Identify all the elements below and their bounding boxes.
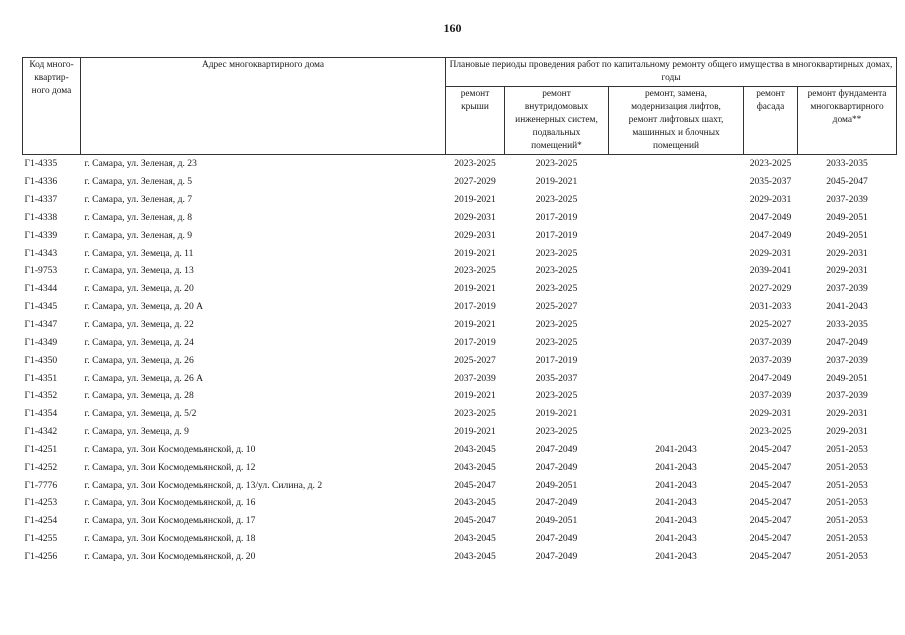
row-code: Г1-4252 — [24, 461, 58, 473]
row-address: г. Самара, ул. Зеленая, д. 8 — [84, 211, 193, 223]
row-code: Г1-4343 — [24, 247, 58, 259]
row-elevators-period — [609, 351, 744, 369]
table-row — [23, 226, 897, 244]
row-engineering-period: 2035-2037 — [535, 372, 578, 384]
row-elevators-period — [609, 155, 744, 173]
row-code: Г1-4337 — [24, 194, 58, 206]
row-foundation-period: 2029-2031 — [826, 265, 868, 277]
row-address: г. Самара, ул. Зои Космодемьянской, д. 12 — [84, 461, 256, 473]
row-code: Г1-4352 — [24, 390, 58, 402]
row-foundation-period: 2051-2053 — [826, 479, 868, 491]
row-elevators-period: 2041-2043 — [655, 515, 697, 527]
row-elevators-period — [609, 369, 744, 387]
row-address: г. Самара, ул. Земеца, д. 26 — [84, 354, 194, 366]
row-facade-period: 2035-2037 — [749, 176, 792, 188]
row-foundation-period: 2051-2053 — [826, 443, 868, 455]
row-engineering-period: 2049-2051 — [535, 479, 578, 491]
table-row — [23, 458, 897, 476]
row-engineering-period: 2025-2027 — [535, 301, 578, 313]
row-roof-period: 2043-2045 — [454, 550, 496, 562]
row-code: Г1-4254 — [24, 515, 58, 527]
row-engineering-period: 2023-2025 — [535, 158, 578, 170]
row-code: Г1-4345 — [24, 301, 58, 313]
row-facade-period: 2045-2047 — [749, 461, 792, 473]
row-code: Г1-7776 — [24, 479, 58, 491]
row-foundation-period: 2037-2039 — [826, 354, 868, 366]
row-engineering-period: 2023-2025 — [535, 426, 578, 438]
row-engineering-period: 2023-2025 — [535, 194, 578, 206]
row-code: Г1-4256 — [24, 550, 58, 562]
row-facade-period: 2037-2039 — [749, 390, 792, 402]
row-foundation-period: 2037-2039 — [826, 283, 868, 295]
row-foundation-period: 2029-2031 — [826, 247, 868, 259]
row-elevators-period — [609, 191, 744, 209]
row-facade-period: 2045-2047 — [749, 443, 792, 455]
table-row — [23, 316, 897, 334]
row-engineering-period: 2023-2025 — [535, 283, 578, 295]
row-facade-period: 2047-2049 — [749, 211, 792, 223]
table-row — [23, 476, 897, 494]
row-elevators-period — [609, 209, 744, 227]
row-code: Г1-9753 — [24, 265, 58, 277]
row-address: г. Самара, ул. Зои Космодемьянской, д. 20 — [84, 550, 256, 562]
row-code: Г1-4335 — [24, 158, 58, 170]
row-address: г. Самара, ул. Земеца, д. 22 — [84, 319, 194, 331]
row-code: Г1-4251 — [24, 443, 58, 455]
header-code: Код много- квартир- ного дома — [23, 58, 81, 155]
row-code: Г1-4255 — [24, 533, 58, 545]
row-roof-period: 2017-2019 — [454, 301, 496, 313]
row-address: г. Самара, ул. Зои Космодемьянской, д. 16 — [84, 497, 256, 509]
row-facade-period: 2023-2025 — [749, 158, 792, 170]
row-elevators-period — [609, 333, 744, 351]
row-address: г. Самара, ул. Земеца, д. 20 — [84, 283, 194, 295]
table-body — [23, 155, 897, 566]
table-row — [23, 494, 897, 512]
header-elevators: ремонт, замена, модернизация лифтов, ремонт лифтовых шахт, машинных и блочных помещений — [609, 87, 744, 155]
row-roof-period: 2043-2045 — [454, 461, 496, 473]
row-facade-period: 2045-2047 — [749, 550, 792, 562]
header-periods: Плановые периоды проведения работ по капитальному ремонту общего имущества в многоквартирных домах, годы — [446, 58, 897, 87]
table-row — [23, 441, 897, 459]
row-elevators-period — [609, 173, 744, 191]
row-foundation-period: 2051-2053 — [826, 533, 868, 545]
row-facade-period: 2025-2027 — [749, 319, 792, 331]
row-engineering-period: 2047-2049 — [535, 533, 578, 545]
row-facade-period: 2037-2039 — [749, 354, 792, 366]
row-engineering-period: 2023-2025 — [535, 390, 578, 402]
row-address: г. Самара, ул. Земеца, д. 26 А — [84, 372, 204, 384]
row-foundation-period: 2033-2035 — [826, 319, 868, 331]
row-engineering-period: 2023-2025 — [535, 265, 578, 277]
row-engineering-period: 2047-2049 — [535, 550, 578, 562]
row-roof-period: 2023-2025 — [454, 265, 496, 277]
row-facade-period: 2047-2049 — [749, 372, 792, 384]
row-facade-period: 2023-2025 — [749, 426, 792, 438]
row-address: г. Самара, ул. Зеленая, д. 23 — [84, 158, 197, 170]
row-facade-period: 2029-2031 — [749, 247, 792, 259]
row-facade-period: 2031-2033 — [749, 301, 792, 313]
header-roof: ремонт крыши — [446, 87, 505, 155]
row-foundation-period: 2051-2053 — [826, 461, 868, 473]
row-roof-period: 2019-2021 — [454, 247, 496, 259]
row-roof-period: 2037-2039 — [454, 372, 496, 384]
row-roof-period: 2017-2019 — [454, 336, 496, 348]
row-roof-period: 2029-2031 — [454, 211, 496, 223]
row-foundation-period: 2049-2051 — [826, 229, 868, 241]
row-roof-period: 2043-2045 — [454, 443, 496, 455]
row-engineering-period: 2023-2025 — [535, 319, 578, 331]
row-engineering-period: 2023-2025 — [535, 336, 578, 348]
row-foundation-period: 2037-2039 — [826, 390, 868, 402]
row-foundation-period: 2041-2043 — [826, 301, 868, 313]
row-roof-period: 2025-2027 — [454, 354, 496, 366]
table-row — [23, 548, 897, 566]
row-facade-period: 2029-2031 — [749, 408, 792, 420]
row-address: г. Самара, ул. Земеца, д. 13 — [84, 265, 194, 277]
row-roof-period: 2019-2021 — [454, 283, 496, 295]
row-foundation-period: 2051-2053 — [826, 550, 868, 562]
row-engineering-period: 2017-2019 — [535, 229, 578, 241]
row-elevators-period — [609, 423, 744, 441]
row-code: Г1-4339 — [24, 229, 58, 241]
row-elevators-period: 2041-2043 — [655, 443, 697, 455]
row-address: г. Самара, ул. Земеца, д. 24 — [84, 336, 194, 348]
row-elevators-period: 2041-2043 — [655, 533, 697, 545]
row-foundation-period: 2033-2035 — [826, 158, 868, 170]
row-elevators-period — [609, 244, 744, 262]
table-row — [23, 333, 897, 351]
row-engineering-period: 2017-2019 — [535, 211, 578, 223]
row-foundation-period: 2049-2051 — [826, 211, 868, 223]
row-foundation-period: 2045-2047 — [826, 176, 868, 188]
row-engineering-period: 2019-2021 — [535, 176, 578, 188]
row-code: Г1-4349 — [24, 336, 58, 348]
row-elevators-period — [609, 262, 744, 280]
row-code: Г1-4344 — [24, 283, 58, 295]
row-foundation-period: 2049-2051 — [826, 372, 868, 384]
table-row — [23, 155, 897, 173]
table-row — [23, 244, 897, 262]
row-roof-period: 2045-2047 — [454, 479, 496, 491]
row-roof-period: 2045-2047 — [454, 515, 496, 527]
row-address: г. Самара, ул. Зои Космодемьянской, д. 18 — [84, 533, 256, 545]
row-roof-period: 2023-2025 — [454, 408, 496, 420]
row-facade-period: 2045-2047 — [749, 497, 792, 509]
row-address: г. Самара, ул. Зеленая, д. 5 — [84, 176, 193, 188]
row-facade-period: 2029-2031 — [749, 194, 792, 206]
row-roof-period: 2043-2045 — [454, 497, 496, 509]
row-foundation-period: 2047-2049 — [826, 336, 868, 348]
header-address: Адрес многоквартирного дома — [81, 58, 446, 155]
row-address: г. Самара, ул. Зои Космодемьянской, д. 13/ул. Силина, д. 2 — [84, 479, 323, 491]
row-engineering-period: 2017-2019 — [535, 354, 578, 366]
row-code: Г1-4354 — [24, 408, 58, 420]
row-facade-period: 2045-2047 — [749, 515, 792, 527]
row-foundation-period: 2051-2053 — [826, 515, 868, 527]
row-elevators-period — [609, 226, 744, 244]
row-address: г. Самара, ул. Земеца, д. 20 А — [84, 301, 204, 313]
row-elevators-period — [609, 405, 744, 423]
row-address: г. Самара, ул. Земеца, д. 11 — [84, 247, 194, 259]
row-engineering-period: 2047-2049 — [535, 461, 578, 473]
row-roof-period: 2023-2025 — [454, 158, 496, 170]
table-row — [23, 351, 897, 369]
row-address: г. Самара, ул. Земеца, д. 28 — [84, 390, 194, 402]
row-roof-period: 2043-2045 — [454, 533, 496, 545]
row-address: г. Самара, ул. Зеленая, д. 7 — [84, 194, 193, 206]
page-number: 160 — [443, 21, 462, 35]
row-engineering-period: 2047-2049 — [535, 497, 578, 509]
row-engineering-period: 2023-2025 — [535, 247, 578, 259]
row-code: Г1-4338 — [24, 211, 58, 223]
row-roof-period: 2027-2029 — [454, 176, 496, 188]
header-foundation: ремонт фундамента многоквартирного дома** — [798, 87, 897, 155]
row-address: г. Самара, ул. Земеца, д. 9 — [84, 426, 189, 438]
header-engineering: ремонт внутридомовых инженерных систем, подвальных помещений* — [505, 87, 609, 155]
header-facade: ремонт фасада — [744, 87, 798, 155]
table-row — [23, 280, 897, 298]
row-facade-period: 2047-2049 — [749, 229, 792, 241]
row-foundation-period: 2029-2031 — [826, 408, 868, 420]
row-elevators-period: 2041-2043 — [655, 461, 697, 473]
row-engineering-period: 2047-2049 — [535, 443, 578, 455]
row-roof-period: 2029-2031 — [454, 229, 496, 241]
row-elevators-period — [609, 387, 744, 405]
table-row — [23, 262, 897, 280]
capital-repair-table — [22, 57, 897, 565]
row-facade-period: 2037-2039 — [749, 336, 792, 348]
row-elevators-period: 2041-2043 — [655, 550, 697, 562]
row-elevators-period: 2041-2043 — [655, 497, 697, 509]
table-row — [23, 298, 897, 316]
table-row — [23, 387, 897, 405]
row-foundation-period: 2051-2053 — [826, 497, 868, 509]
row-foundation-period: 2029-2031 — [826, 426, 868, 438]
table-row — [23, 423, 897, 441]
row-code: Г1-4350 — [24, 354, 58, 366]
row-code: Г1-4347 — [24, 319, 58, 331]
row-elevators-period: 2041-2043 — [655, 479, 697, 491]
row-facade-period: 2027-2029 — [749, 283, 792, 295]
row-elevators-period — [609, 298, 744, 316]
row-facade-period: 2039-2041 — [749, 265, 792, 277]
row-facade-period: 2045-2047 — [749, 533, 792, 545]
row-address: г. Самара, ул. Зои Космодемьянской, д. 17 — [84, 515, 256, 527]
table-row — [23, 369, 897, 387]
row-foundation-period: 2037-2039 — [826, 194, 868, 206]
row-address: г. Самара, ул. Земеца, д. 5/2 — [84, 408, 197, 420]
row-roof-period: 2019-2021 — [454, 319, 496, 331]
row-roof-period: 2019-2021 — [454, 426, 496, 438]
table-row — [23, 405, 897, 423]
row-engineering-period: 2019-2021 — [535, 408, 578, 420]
table-row — [23, 173, 897, 191]
row-roof-period: 2019-2021 — [454, 194, 496, 206]
table-row — [23, 191, 897, 209]
table-row — [23, 530, 897, 548]
row-roof-period: 2019-2021 — [454, 390, 496, 402]
row-engineering-period: 2049-2051 — [535, 515, 578, 527]
row-address: г. Самара, ул. Зеленая, д. 9 — [84, 229, 193, 241]
row-elevators-period — [609, 316, 744, 334]
row-code: Г1-4336 — [24, 176, 58, 188]
table-row — [23, 209, 897, 227]
row-elevators-period — [609, 280, 744, 298]
row-facade-period: 2045-2047 — [749, 479, 792, 491]
table-row — [23, 512, 897, 530]
row-code: Г1-4253 — [24, 497, 58, 509]
row-code: Г1-4351 — [24, 372, 58, 384]
row-address: г. Самара, ул. Зои Космодемьянской, д. 10 — [84, 443, 256, 455]
row-code: Г1-4342 — [24, 426, 58, 438]
